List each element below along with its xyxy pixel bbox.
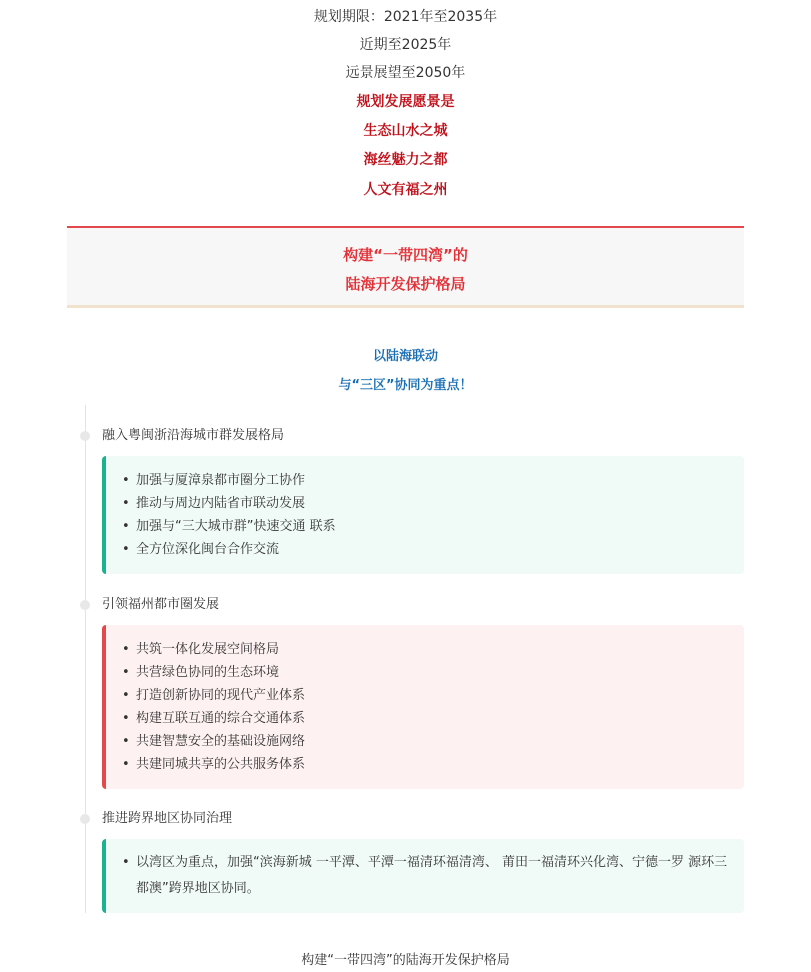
bullet: • [122, 855, 130, 870]
list-item: • 共营绿色协同的生态环境 [122, 661, 730, 684]
section-banner [67, 226, 744, 308]
bullet-list [122, 638, 730, 776]
list-item: • 构建互联互通的综合交通体系 [122, 707, 730, 730]
section-card [102, 839, 744, 913]
section-title: 引领福州都市圈发展 [102, 597, 220, 612]
list-item: • 加强与“三大城市群”快速交通 联系 [122, 515, 730, 538]
near-term: 近期至2025年 [359, 37, 452, 53]
list-item: • 推动与周边内陆省市联动发展 [122, 492, 730, 515]
long-term-outlook: 远景展望至2050年 [345, 65, 466, 81]
list-item: • 加强与厦漳泉都市圈分工协作 [122, 469, 730, 492]
vision-item: 海丝魅力之都 [363, 152, 448, 168]
subheading-line-2: 与“三区”协同为重点！ [338, 378, 473, 393]
banner-line-1: 构建“一带四湾”的 [343, 246, 468, 264]
timeline-dot [80, 814, 90, 824]
list-item: • 共建同城共享的公共服务体系 [122, 753, 730, 776]
section-title: 融入粤闽浙沿海城市群发展格局 [102, 428, 285, 443]
vision-heading: 规划发展愿景是 [356, 94, 455, 110]
paragraph-text: 以湾区为重点，加强“滨海新城 一平潭、平潭一福清环福清湾、 莆田一福清环兴化湾、宁德一罗 源环三都澳”跨界地区协同。 [136, 855, 728, 896]
section-card [102, 625, 744, 789]
list-item: • 共筑一体化发展空间格局 [122, 638, 730, 661]
section-title: 推进跨界地区协同治理 [102, 811, 233, 826]
vision-item: 人文有福之州 [363, 182, 448, 198]
bullet-list [122, 469, 730, 561]
subheading-line-1: 以陆海联动 [372, 349, 438, 364]
list-item: • 共建智慧安全的基础设施网络 [122, 730, 730, 753]
list-item: • 打造创新协同的现代产业体系 [122, 684, 730, 707]
vision-item: 生态山水之城 [363, 123, 448, 139]
section-card [102, 456, 744, 574]
list-item: • 全方位深化闽台合作交流 [122, 538, 730, 561]
image-caption: 构建“一带四湾”的陆海开发保护格局 [301, 953, 510, 968]
timeline-line [85, 405, 86, 913]
planning-period: 规划期限：2021年至2035年 [313, 9, 498, 25]
banner-line-2: 陆海开发保护格局 [345, 275, 466, 293]
timeline-dot [80, 600, 90, 610]
timeline-dot [80, 431, 90, 441]
section-paragraph [122, 850, 730, 902]
